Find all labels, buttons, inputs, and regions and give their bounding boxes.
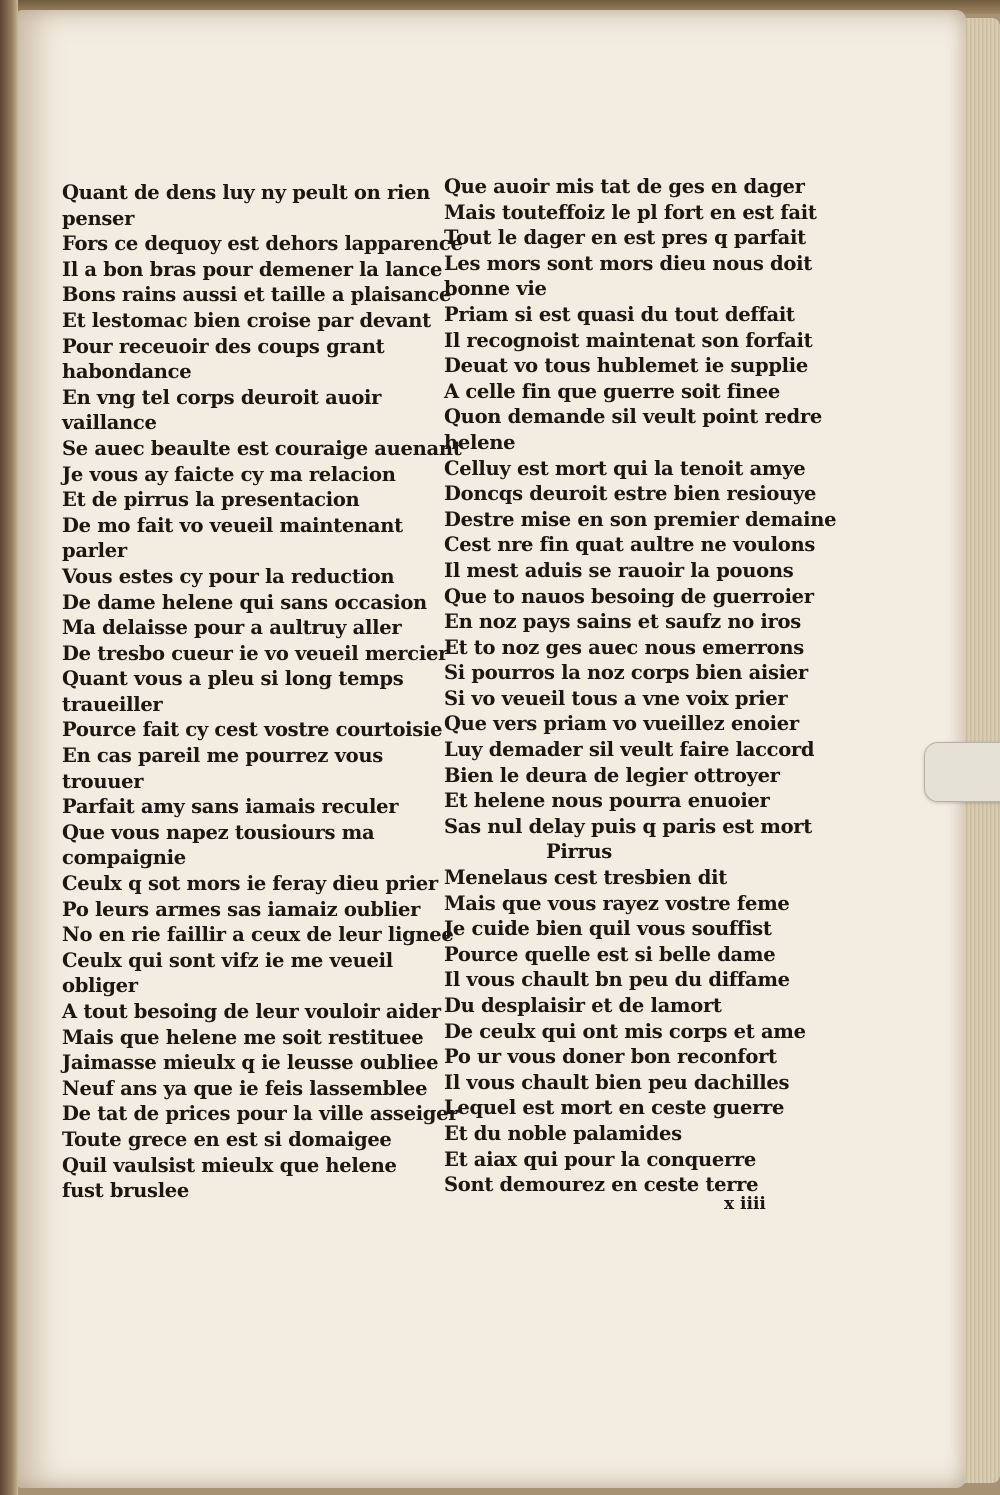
text-line: Luy demader sil veult faire laccord xyxy=(444,738,815,762)
text-line: habondance xyxy=(62,360,192,384)
text-line: En vng tel corps deuroit auoir xyxy=(62,385,382,409)
text-line: Il a bon bras pour demener la lance xyxy=(62,257,443,281)
text-line: Pource fait cy cest vostre courtoisie xyxy=(62,718,443,742)
text-line: Il recognoist maintenat son forfait xyxy=(444,328,813,352)
text-line: De tat de prices pour la ville asseiger xyxy=(62,1102,459,1126)
text-line: De ceulx qui ont mis corps et ame xyxy=(444,1019,806,1043)
text-line: Quant de dens luy ny peult on rien xyxy=(62,181,431,204)
text-line: Il vous chault bn peu du diffame xyxy=(444,968,790,992)
text-line: trouuer xyxy=(62,769,144,793)
right-text-column xyxy=(444,174,844,1198)
signature-mark: x iiii xyxy=(724,1194,766,1214)
text-line: penser xyxy=(62,206,135,230)
text-line: Cest nre fin quat aultre ne voulons xyxy=(444,533,816,557)
text-line: Parfait amy sans iamais reculer xyxy=(62,795,399,819)
text-line: De dame helene qui sans occasion xyxy=(62,590,427,614)
text-line: traueiller xyxy=(62,692,163,716)
text-line: Je cuide bien quil vous souffist xyxy=(444,917,772,941)
text-line: De mo fait vo veueil maintenant xyxy=(62,513,403,537)
text-line: helene xyxy=(444,430,516,454)
text-line: Que vous napez tousiours ma xyxy=(62,820,375,844)
text-line: Deuat vo tous hublemet ie supplie xyxy=(444,354,808,378)
text-line: Que auoir mis tat de ges en dager xyxy=(444,175,805,198)
book-binding xyxy=(0,0,18,1495)
text-line: Que to nauos besoing de guerroier xyxy=(444,584,814,608)
text-line: Priam si est quasi du tout deffait xyxy=(444,302,795,326)
left-text-column xyxy=(62,180,463,1204)
text-line: Celluy est mort qui la tenoit amye xyxy=(444,456,806,480)
text-line: Quant vous a pleu si long temps xyxy=(62,667,404,691)
text-line: A tout besoing de leur vouloir aider xyxy=(62,1000,441,1023)
text-line: No en rie faillir a ceux de leur lignee xyxy=(62,923,454,947)
text-line: Fors ce dequoy est dehors lapparence xyxy=(62,232,463,256)
text-line: Mais que helene me soit restituee xyxy=(62,1025,424,1049)
text-line: Neuf ans ya que ie feis lassemblee xyxy=(62,1076,428,1100)
text-line: Mais que vous rayez vostre feme xyxy=(444,891,790,915)
text-line: Que vers priam vo vueillez enoier xyxy=(444,712,799,736)
text-line: Pour receuoir des coups grant xyxy=(62,334,385,358)
text-line: Bons rains aussi et taille a plaisance xyxy=(62,283,452,307)
text-line: Et du noble palamides xyxy=(444,1121,682,1145)
text-line: Il vous chault bien peu dachilles xyxy=(444,1070,790,1094)
text-line: Quil vaulsist mieulx que helene xyxy=(62,1153,397,1177)
text-line: Jaimasse mieulx q ie leusse oubliee xyxy=(62,1051,439,1075)
text-line: Pource quelle est si belle dame xyxy=(444,942,776,966)
text-line: Po leurs armes sas iamaiz oublier xyxy=(62,897,421,921)
text-line: Si vo veueil tous a vne voix prier xyxy=(444,686,788,710)
text-line: Toute grece en est si domaigee xyxy=(62,1127,392,1151)
text-line: Mais touteffoiz le pl fort en est fait xyxy=(444,200,817,224)
text-line: fust bruslee xyxy=(62,1179,190,1203)
text-line: compaignie xyxy=(62,846,186,870)
text-line: Tout le dager en est pres q parfait xyxy=(444,226,806,250)
text-line: Et de pirrus la presentacion xyxy=(62,488,360,512)
text-line: A celle fin que guerre soit finee xyxy=(444,379,781,403)
text-line: En noz pays sains et saufz no iros xyxy=(444,610,801,634)
text-line: Ceulx q sot mors ie feray dieu prier xyxy=(62,872,438,896)
text-line: Lequel est mort en ceste guerre xyxy=(444,1096,785,1120)
text-line: obliger xyxy=(62,974,138,998)
text-line: Je vous ay faicte cy ma relacion xyxy=(62,462,396,486)
text-line: Si pourros la noz corps bien aisier xyxy=(444,661,808,685)
text-line: Sas nul delay puis q paris est mort xyxy=(444,814,812,838)
text-line: Ma delaisse pour a aultruy aller xyxy=(62,616,402,640)
text-line: Vous estes cy pour la reduction xyxy=(62,564,395,588)
text-line: En cas pareil me pourrez vous xyxy=(62,744,383,768)
text-line: Et lestomac bien croise par devant xyxy=(62,308,431,332)
text-line: Quon demande sil veult point redre xyxy=(444,405,822,429)
text-line: parler xyxy=(62,539,127,563)
text-line: Les mors sont mors dieu nous doit xyxy=(444,251,812,275)
text-line: bonne vie xyxy=(444,277,547,301)
text-line: Du desplaisir et de lamort xyxy=(444,994,722,1017)
text-line: Il mest aduis se rauoir la pouons xyxy=(444,558,794,582)
text-line: Bien le deura de legier ottroyer xyxy=(444,763,780,787)
text-line: Doncqs deuroit estre bien resiouye xyxy=(444,482,817,506)
bookmark-tab[interactable] xyxy=(924,742,1000,802)
text-line: Et helene nous pourra enuoier xyxy=(444,789,770,813)
text-line: De tresbo cueur ie vo veueil mercier xyxy=(62,641,449,665)
text-line: Destre mise en son premier demaine xyxy=(444,507,837,531)
text-line: Po ur vous doner bon reconfort xyxy=(444,1045,777,1069)
text-line: Ceulx qui sont vifz ie me veueil xyxy=(62,948,393,972)
text-line: vaillance xyxy=(62,411,157,435)
text-line: Menelaus cest tresbien dit xyxy=(444,866,727,890)
text-line: Et aiax qui pour la conquerre xyxy=(444,1147,757,1171)
text-line: Et to noz ges auec nous emerrons xyxy=(444,635,804,659)
text-line: Se auec beaulte est couraige auenant xyxy=(62,436,462,460)
text-line: Sont demourez en ceste terre xyxy=(444,1173,759,1197)
text-line: Pirrus xyxy=(546,840,612,864)
